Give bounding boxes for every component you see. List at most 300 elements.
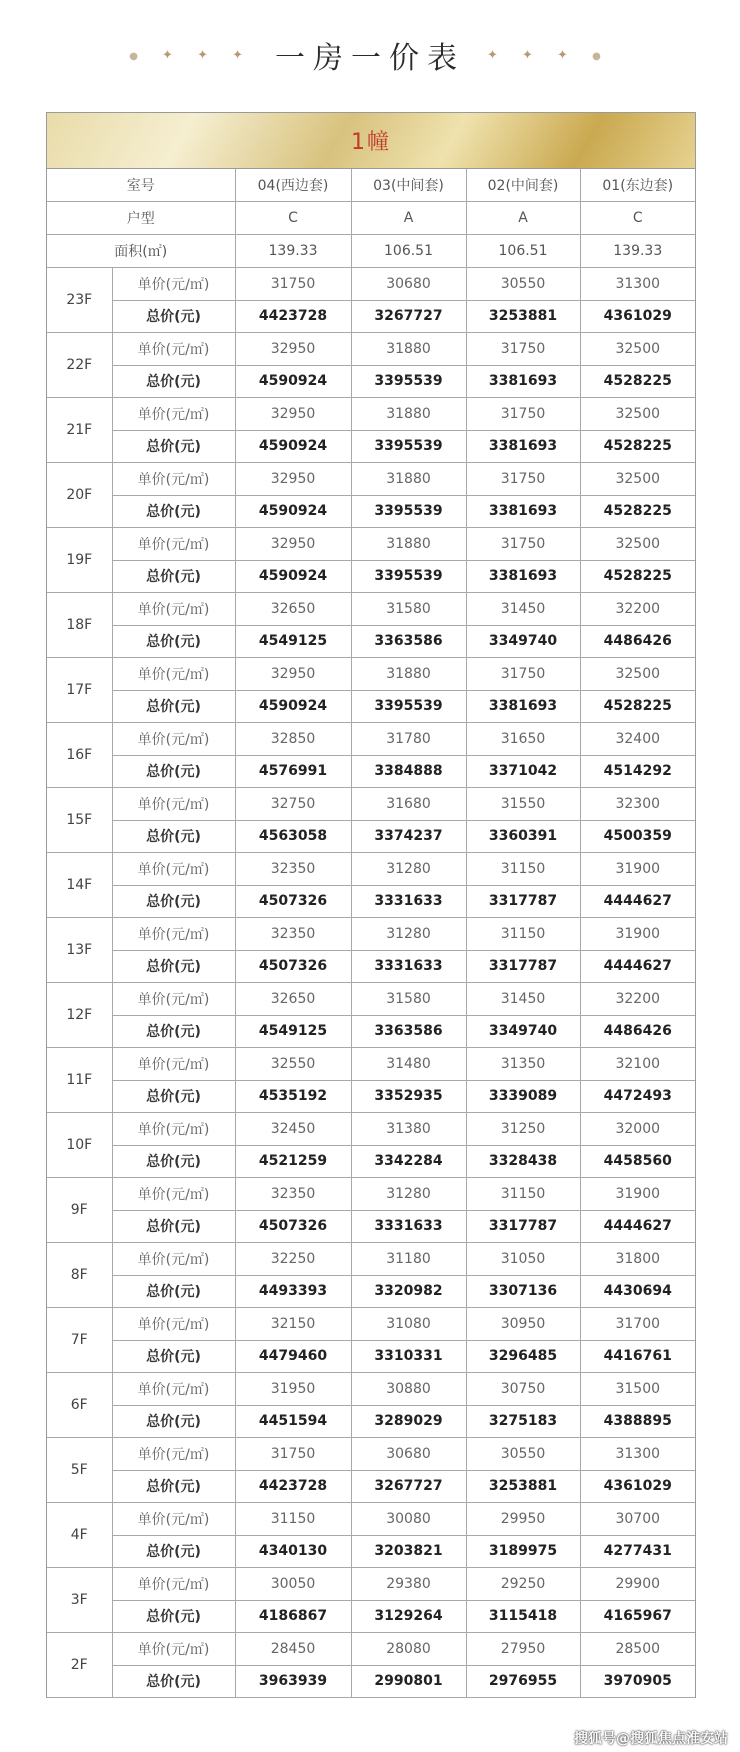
unit-price-row <box>47 788 695 821</box>
unit-price-row <box>47 1633 695 1666</box>
total-price-label: 总价(元) <box>112 1470 235 1503</box>
total-price-label: 总价(元) <box>112 300 235 333</box>
total-price-cell: 3360391 <box>466 820 580 853</box>
unit-price-cell: 30680 <box>351 1438 466 1471</box>
unit-price-label: 单价(元/㎡) <box>112 918 235 951</box>
total-price-cell: 3296485 <box>466 1340 580 1373</box>
total-price-cell: 3395539 <box>351 495 466 528</box>
total-price-cell: 4528225 <box>580 365 695 398</box>
area-cell: 106.51 <box>351 235 466 268</box>
total-price-label: 总价(元) <box>112 560 235 593</box>
total-price-row <box>47 755 695 788</box>
total-price-cell: 4277431 <box>580 1535 695 1568</box>
unit-price-cell: 28080 <box>351 1633 466 1666</box>
unit-price-cell: 31580 <box>351 983 466 1016</box>
total-price-label: 总价(元) <box>112 755 235 788</box>
total-price-cell: 4549125 <box>235 625 351 658</box>
total-price-row <box>47 1600 695 1633</box>
total-price-label: 总价(元) <box>112 1145 235 1178</box>
total-price-cell: 3349740 <box>466 625 580 658</box>
floor-label: 6F <box>47 1373 112 1438</box>
total-price-cell: 4528225 <box>580 430 695 463</box>
total-price-cell: 3363586 <box>351 1015 466 1048</box>
unit-price-cell: 31280 <box>351 1178 466 1211</box>
unit-price-cell: 31280 <box>351 918 466 951</box>
unit-price-cell: 31880 <box>351 398 466 431</box>
floor-label: 2F <box>47 1633 112 1698</box>
total-price-row <box>47 1340 695 1373</box>
unit-price-label: 单价(元/㎡) <box>112 1113 235 1146</box>
unit-price-label: 单价(元/㎡) <box>112 463 235 496</box>
total-price-row <box>47 300 695 333</box>
unit-price-cell: 32750 <box>235 788 351 821</box>
total-price-cell: 3203821 <box>351 1535 466 1568</box>
unit-price-cell: 30880 <box>351 1373 466 1406</box>
total-price-label: 总价(元) <box>112 1600 235 1633</box>
floor-label: 10F <box>47 1113 112 1178</box>
unit-price-cell: 31750 <box>466 528 580 561</box>
total-price-cell: 4521259 <box>235 1145 351 1178</box>
unit-price-cell: 31800 <box>580 1243 695 1276</box>
price-table-container <box>46 112 696 1698</box>
total-price-cell: 3349740 <box>466 1015 580 1048</box>
unit-price-cell: 31450 <box>466 983 580 1016</box>
unit-price-cell: 31750 <box>235 268 351 301</box>
total-price-label: 总价(元) <box>112 495 235 528</box>
total-price-cell: 4444627 <box>580 1210 695 1243</box>
floor-label: 23F <box>47 268 112 333</box>
unit-price-cell: 31750 <box>466 398 580 431</box>
unit-price-cell: 31280 <box>351 853 466 886</box>
unit-price-label: 单价(元/㎡) <box>112 1568 235 1601</box>
total-price-cell: 4165967 <box>580 1600 695 1633</box>
page-title: 一房一价表 <box>275 41 465 76</box>
unit-price-cell: 31300 <box>580 268 695 301</box>
total-price-cell: 4528225 <box>580 690 695 723</box>
right-star-ornament: ✦ ✦ ✦ ● <box>487 47 611 63</box>
floor-label: 22F <box>47 333 112 398</box>
total-price-cell: 3970905 <box>580 1665 695 1698</box>
column-header: 01(东边套) <box>580 169 695 202</box>
unit-price-cell: 30950 <box>466 1308 580 1341</box>
total-price-cell: 3381693 <box>466 365 580 398</box>
building-label: 1幢 <box>351 130 391 155</box>
total-price-cell: 4486426 <box>580 625 695 658</box>
unit-price-cell: 32300 <box>580 788 695 821</box>
unit-price-cell: 31950 <box>235 1373 351 1406</box>
total-price-label: 总价(元) <box>112 430 235 463</box>
total-price-cell: 3371042 <box>466 755 580 788</box>
unit-price-cell: 27950 <box>466 1633 580 1666</box>
total-price-cell: 3317787 <box>466 950 580 983</box>
unit-price-cell: 32450 <box>235 1113 351 1146</box>
total-price-cell: 4507326 <box>235 885 351 918</box>
unit-price-cell: 29380 <box>351 1568 466 1601</box>
unit-price-label: 单价(元/㎡) <box>112 1633 235 1666</box>
unit-type-cell: A <box>351 202 466 235</box>
floor-label: 21F <box>47 398 112 463</box>
total-price-cell: 3317787 <box>466 1210 580 1243</box>
unit-price-row <box>47 1243 695 1276</box>
total-price-cell: 3339089 <box>466 1080 580 1113</box>
total-price-label: 总价(元) <box>112 690 235 723</box>
unit-price-cell: 31180 <box>351 1243 466 1276</box>
page-title-row <box>0 20 740 90</box>
total-price-label: 总价(元) <box>112 885 235 918</box>
unit-price-cell: 29250 <box>466 1568 580 1601</box>
unit-price-cell: 31050 <box>466 1243 580 1276</box>
floor-label: 11F <box>47 1048 112 1113</box>
unit-type-cell: C <box>235 202 351 235</box>
total-price-cell: 4590924 <box>235 365 351 398</box>
floor-label: 7F <box>47 1308 112 1373</box>
area-cell: 106.51 <box>466 235 580 268</box>
unit-price-cell: 31880 <box>351 528 466 561</box>
total-price-row <box>47 1405 695 1438</box>
unit-price-label: 单价(元/㎡) <box>112 1373 235 1406</box>
total-price-cell: 4514292 <box>580 755 695 788</box>
unit-price-label: 单价(元/㎡) <box>112 398 235 431</box>
unit-price-cell: 32250 <box>235 1243 351 1276</box>
unit-price-row <box>47 333 695 366</box>
unit-price-cell: 32950 <box>235 463 351 496</box>
unit-price-row <box>47 918 695 951</box>
unit-type-label: 户型 <box>47 202 235 235</box>
unit-price-row <box>47 1438 695 1471</box>
unit-price-cell: 32350 <box>235 918 351 951</box>
total-price-row <box>47 365 695 398</box>
total-price-label: 总价(元) <box>112 950 235 983</box>
unit-price-cell: 32650 <box>235 983 351 1016</box>
unit-price-label: 单价(元/㎡) <box>112 333 235 366</box>
total-price-row <box>47 1080 695 1113</box>
unit-price-cell: 32950 <box>235 658 351 691</box>
total-price-cell: 3275183 <box>466 1405 580 1438</box>
unit-price-row <box>47 1178 695 1211</box>
unit-price-cell: 32350 <box>235 853 351 886</box>
total-price-cell: 3307136 <box>466 1275 580 1308</box>
floor-label: 20F <box>47 463 112 528</box>
unit-price-row <box>47 853 695 886</box>
unit-price-label: 单价(元/㎡) <box>112 1438 235 1471</box>
floor-label: 15F <box>47 788 112 853</box>
unit-price-row <box>47 398 695 431</box>
total-price-cell: 4528225 <box>580 495 695 528</box>
total-price-cell: 4549125 <box>235 1015 351 1048</box>
total-price-label: 总价(元) <box>112 1535 235 1568</box>
total-price-cell: 3331633 <box>351 1210 466 1243</box>
total-price-cell: 2990801 <box>351 1665 466 1698</box>
total-price-row <box>47 885 695 918</box>
total-price-label: 总价(元) <box>112 365 235 398</box>
unit-price-cell: 31900 <box>580 853 695 886</box>
total-price-cell: 3189975 <box>466 1535 580 1568</box>
total-price-cell: 3331633 <box>351 950 466 983</box>
area-cell: 139.33 <box>580 235 695 268</box>
total-price-cell: 3363586 <box>351 625 466 658</box>
total-price-cell: 3381693 <box>466 430 580 463</box>
floor-label: 3F <box>47 1568 112 1633</box>
total-price-cell: 4590924 <box>235 430 351 463</box>
unit-price-cell: 31480 <box>351 1048 466 1081</box>
total-price-row <box>47 950 695 983</box>
floor-label: 18F <box>47 593 112 658</box>
unit-price-cell: 28500 <box>580 1633 695 1666</box>
total-price-row <box>47 1145 695 1178</box>
unit-price-cell: 31580 <box>351 593 466 626</box>
floor-label: 16F <box>47 723 112 788</box>
unit-price-cell: 31080 <box>351 1308 466 1341</box>
floor-label: 4F <box>47 1503 112 1568</box>
price-table-body <box>47 169 695 1698</box>
total-price-cell: 3317787 <box>466 885 580 918</box>
total-price-cell: 3395539 <box>351 365 466 398</box>
total-price-cell: 4361029 <box>580 1470 695 1503</box>
total-price-row <box>47 495 695 528</box>
column-header: 03(中间套) <box>351 169 466 202</box>
unit-price-cell: 31880 <box>351 658 466 691</box>
total-price-cell: 4416761 <box>580 1340 695 1373</box>
unit-price-cell: 32000 <box>580 1113 695 1146</box>
total-price-cell: 4563058 <box>235 820 351 853</box>
total-price-cell: 3331633 <box>351 885 466 918</box>
unit-price-cell: 31150 <box>466 853 580 886</box>
unit-price-label: 单价(元/㎡) <box>112 723 235 756</box>
column-header: 04(西边套) <box>235 169 351 202</box>
total-price-label: 总价(元) <box>112 625 235 658</box>
unit-price-cell: 31750 <box>466 658 580 691</box>
total-price-row <box>47 1665 695 1698</box>
total-price-cell: 4486426 <box>580 1015 695 1048</box>
floor-label: 12F <box>47 983 112 1048</box>
total-price-cell: 3384888 <box>351 755 466 788</box>
total-price-cell: 3253881 <box>466 300 580 333</box>
total-price-cell: 3963939 <box>235 1665 351 1698</box>
total-price-cell: 4590924 <box>235 495 351 528</box>
unit-price-cell: 32200 <box>580 983 695 1016</box>
unit-price-cell: 31150 <box>466 1178 580 1211</box>
total-price-cell: 4430694 <box>580 1275 695 1308</box>
unit-price-cell: 31250 <box>466 1113 580 1146</box>
unit-price-cell: 31350 <box>466 1048 580 1081</box>
floor-label: 19F <box>47 528 112 593</box>
total-price-cell: 4388895 <box>580 1405 695 1438</box>
unit-price-label: 单价(元/㎡) <box>112 1048 235 1081</box>
unit-price-row <box>47 593 695 626</box>
total-price-label: 总价(元) <box>112 1405 235 1438</box>
total-price-cell: 3395539 <box>351 690 466 723</box>
unit-price-cell: 32550 <box>235 1048 351 1081</box>
unit-price-cell: 31300 <box>580 1438 695 1471</box>
unit-price-cell: 28450 <box>235 1633 351 1666</box>
unit-price-cell: 31550 <box>466 788 580 821</box>
unit-price-cell: 31750 <box>235 1438 351 1471</box>
total-price-cell: 4472493 <box>580 1080 695 1113</box>
unit-price-cell: 31150 <box>466 918 580 951</box>
unit-price-cell: 32500 <box>580 658 695 691</box>
unit-price-row <box>47 1113 695 1146</box>
total-price-cell: 4444627 <box>580 885 695 918</box>
total-price-label: 总价(元) <box>112 1275 235 1308</box>
total-price-cell: 3381693 <box>466 560 580 593</box>
total-price-cell: 3381693 <box>466 690 580 723</box>
unit-type-cell: A <box>466 202 580 235</box>
total-price-cell: 3352935 <box>351 1080 466 1113</box>
total-price-cell: 4528225 <box>580 560 695 593</box>
unit-price-row <box>47 463 695 496</box>
total-price-cell: 3289029 <box>351 1405 466 1438</box>
unit-price-cell: 32350 <box>235 1178 351 1211</box>
total-price-cell: 2976955 <box>466 1665 580 1698</box>
total-price-cell: 4590924 <box>235 690 351 723</box>
unit-price-cell: 32100 <box>580 1048 695 1081</box>
total-price-cell: 4423728 <box>235 1470 351 1503</box>
total-price-cell: 4576991 <box>235 755 351 788</box>
floor-label: 8F <box>47 1243 112 1308</box>
unit-price-cell: 29900 <box>580 1568 695 1601</box>
unit-price-cell: 32950 <box>235 333 351 366</box>
unit-price-cell: 30550 <box>466 268 580 301</box>
total-price-cell: 3253881 <box>466 1470 580 1503</box>
unit-price-row <box>47 1048 695 1081</box>
total-price-cell: 4451594 <box>235 1405 351 1438</box>
unit-price-row <box>47 723 695 756</box>
building-header <box>47 113 695 169</box>
unit-price-row <box>47 268 695 301</box>
unit-price-row <box>47 1308 695 1341</box>
total-price-cell: 4507326 <box>235 1210 351 1243</box>
unit-price-cell: 31450 <box>466 593 580 626</box>
total-price-cell: 3328438 <box>466 1145 580 1178</box>
unit-price-label: 单价(元/㎡) <box>112 528 235 561</box>
unit-price-cell: 31650 <box>466 723 580 756</box>
total-price-cell: 4590924 <box>235 560 351 593</box>
floor-label: 9F <box>47 1178 112 1243</box>
area-cell: 139.33 <box>235 235 351 268</box>
total-price-cell: 3342284 <box>351 1145 466 1178</box>
unit-price-cell: 32400 <box>580 723 695 756</box>
price-table <box>47 169 695 1698</box>
unit-type-row <box>47 202 695 235</box>
total-price-cell: 3381693 <box>466 495 580 528</box>
total-price-row <box>47 690 695 723</box>
unit-price-row <box>47 1503 695 1536</box>
total-price-row <box>47 1535 695 1568</box>
unit-price-cell: 30050 <box>235 1568 351 1601</box>
unit-price-cell: 31380 <box>351 1113 466 1146</box>
unit-price-cell: 31700 <box>580 1308 695 1341</box>
unit-price-label: 单价(元/㎡) <box>112 593 235 626</box>
total-price-cell: 3395539 <box>351 430 466 463</box>
floor-label: 13F <box>47 918 112 983</box>
floor-label: 17F <box>47 658 112 723</box>
unit-price-cell: 31750 <box>466 463 580 496</box>
left-star-ornament: ● ✦ ✦ ✦ <box>129 47 253 63</box>
unit-price-cell: 32150 <box>235 1308 351 1341</box>
unit-price-cell: 31780 <box>351 723 466 756</box>
unit-price-row <box>47 658 695 691</box>
total-price-label: 总价(元) <box>112 1015 235 1048</box>
total-price-row <box>47 1015 695 1048</box>
unit-price-cell: 32850 <box>235 723 351 756</box>
unit-price-cell: 32950 <box>235 398 351 431</box>
unit-price-row <box>47 528 695 561</box>
unit-price-cell: 32500 <box>580 528 695 561</box>
unit-price-cell: 32650 <box>235 593 351 626</box>
total-price-cell: 4361029 <box>580 300 695 333</box>
total-price-cell: 3310331 <box>351 1340 466 1373</box>
unit-type-cell: C <box>580 202 695 235</box>
unit-price-cell: 31880 <box>351 333 466 366</box>
total-price-cell: 4186867 <box>235 1600 351 1633</box>
unit-price-cell: 32950 <box>235 528 351 561</box>
total-price-cell: 4458560 <box>580 1145 695 1178</box>
total-price-row <box>47 560 695 593</box>
unit-price-label: 单价(元/㎡) <box>112 1243 235 1276</box>
area-label: 面积(㎡) <box>47 235 235 268</box>
total-price-row <box>47 625 695 658</box>
unit-price-label: 单价(元/㎡) <box>112 658 235 691</box>
total-price-cell: 3267727 <box>351 1470 466 1503</box>
total-price-cell: 4507326 <box>235 950 351 983</box>
total-price-row <box>47 1470 695 1503</box>
room-number-label: 室号 <box>47 169 235 202</box>
unit-price-cell: 31900 <box>580 918 695 951</box>
unit-price-cell: 30550 <box>466 1438 580 1471</box>
total-price-row <box>47 1275 695 1308</box>
unit-price-label: 单价(元/㎡) <box>112 1178 235 1211</box>
total-price-label: 总价(元) <box>112 1340 235 1373</box>
unit-price-cell: 32500 <box>580 333 695 366</box>
unit-price-label: 单价(元/㎡) <box>112 853 235 886</box>
unit-price-cell: 32500 <box>580 463 695 496</box>
room-number-row <box>47 169 695 202</box>
unit-price-label: 单价(元/㎡) <box>112 788 235 821</box>
total-price-cell: 3374237 <box>351 820 466 853</box>
total-price-cell: 4535192 <box>235 1080 351 1113</box>
unit-price-label: 单价(元/㎡) <box>112 1308 235 1341</box>
unit-price-cell: 32200 <box>580 593 695 626</box>
unit-price-cell: 30680 <box>351 268 466 301</box>
total-price-cell: 3115418 <box>466 1600 580 1633</box>
unit-price-row <box>47 1373 695 1406</box>
floor-label: 14F <box>47 853 112 918</box>
unit-price-cell: 32500 <box>580 398 695 431</box>
total-price-cell: 3267727 <box>351 300 466 333</box>
total-price-label: 总价(元) <box>112 820 235 853</box>
area-row <box>47 235 695 268</box>
unit-price-cell: 30700 <box>580 1503 695 1536</box>
total-price-label: 总价(元) <box>112 1210 235 1243</box>
unit-price-label: 单价(元/㎡) <box>112 983 235 1016</box>
total-price-row <box>47 820 695 853</box>
total-price-cell: 4444627 <box>580 950 695 983</box>
total-price-label: 总价(元) <box>112 1080 235 1113</box>
unit-price-label: 单价(元/㎡) <box>112 1503 235 1536</box>
unit-price-row <box>47 1568 695 1601</box>
total-price-cell: 4423728 <box>235 300 351 333</box>
total-price-cell: 4340130 <box>235 1535 351 1568</box>
total-price-cell: 3129264 <box>351 1600 466 1633</box>
total-price-cell: 4493393 <box>235 1275 351 1308</box>
total-price-cell: 4479460 <box>235 1340 351 1373</box>
unit-price-cell: 29950 <box>466 1503 580 1536</box>
unit-price-cell: 31500 <box>580 1373 695 1406</box>
unit-price-cell: 31880 <box>351 463 466 496</box>
total-price-row <box>47 430 695 463</box>
total-price-cell: 3320982 <box>351 1275 466 1308</box>
unit-price-label: 单价(元/㎡) <box>112 268 235 301</box>
